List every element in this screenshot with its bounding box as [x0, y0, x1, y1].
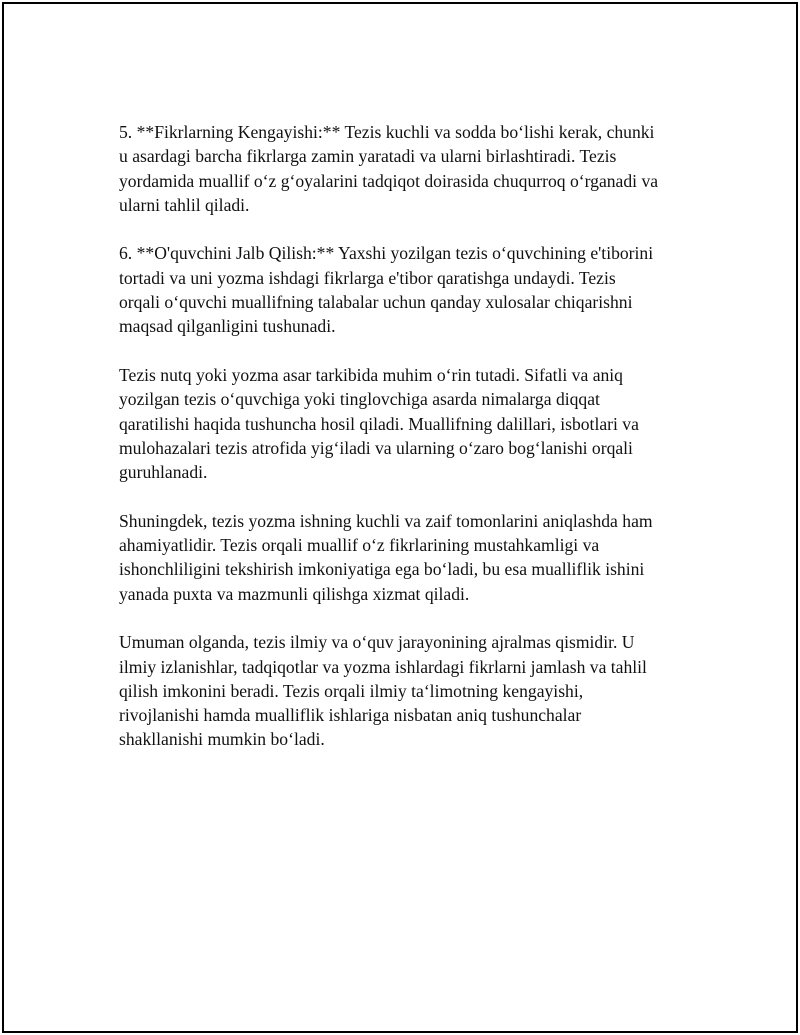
text-line: yozilgan tezis o‘quvchiga yoki tinglovchiga asarda nimalarga diqqat [119, 389, 600, 410]
text-line: ularni tahlil qiladi. [119, 194, 250, 215]
text-line: maqsad qilganligini tushunadi. [119, 316, 336, 337]
paragraph-fikrlarning-kengayishi [119, 120, 699, 217]
text-line: yanada puxta va mazmunli qilishga xizmat qiladi. [119, 583, 470, 604]
document-body [119, 120, 699, 776]
text-line: ilmiy izlanishlar, tadqiqotlar va yozma ishlardagi fikrlarni jamlash va tahlil [119, 656, 647, 677]
paragraph-shuningdek [119, 509, 699, 606]
document-page [2, 2, 798, 1033]
text-line: tortadi va uni yozma ishdagi fikrlarga e'tibor qaratishga undaydi. Tezis [119, 267, 616, 288]
text-line: ishonchliligini tekshirish imkoniyatiga ega bo‘ladi, bu esa mualliflik ishini [119, 559, 645, 580]
text-line: Tezis nutq yoki yozma asar tarkibida muhim o‘rin tutadi. Sifatli va aniq [119, 364, 623, 385]
text-line: rivojlanishi hamda mualliflik ishlariga nisbatan aniq tushunchalar [119, 705, 582, 726]
text-line: 6. **O'quvchini Jalb Qilish:** Yaxshi yozilgan tezis o‘quvchining e'tiborini [119, 243, 654, 264]
text-line: guruhlanadi. [119, 462, 208, 483]
text-line: Shuningdek, tezis yozma ishning kuchli va zaif tomonlarini aniqlashda ham [119, 510, 653, 531]
text-line: mulohazalari tezis atrofida yig‘iladi va ularning o‘zaro bog‘lanishi orqali [119, 437, 633, 458]
text-line: yordamida muallif o‘z g‘oyalarini tadqiqot doirasida chuqurroq o‘rganadi va [119, 170, 659, 191]
paragraph-umuman-olganda [119, 630, 699, 751]
text-line: shakllanishi mumkin bo‘ladi. [119, 729, 325, 750]
text-line: orqali o‘quvchi muallifning talabalar uchun qanday xulosalar chiqarishni [119, 292, 633, 313]
text-line: qaratilishi haqida tushuncha hosil qiladi. Muallifning dalillari, isbotlari va [119, 413, 639, 434]
text-line: u asardagi barcha fikrlarga zamin yaratadi va ularni birlashtiradi. Tezis [119, 146, 617, 167]
text-line: qilish imkonini beradi. Tezis orqali ilmiy ta‘limotning kengayishi, [119, 680, 584, 701]
text-line: ahamiyatlidir. Tezis orqali muallif o‘z fikrlarining mustahkamligi va [119, 535, 600, 556]
text-line: 5. **Fikrlarning Kengayishi:** Tezis kuchli va sodda bo‘lishi kerak, chunki [119, 122, 655, 142]
text-line: Umuman olganda, tezis ilmiy va o‘quv jarayonining ajralmas qismidir. U [119, 632, 635, 653]
paragraph-oquvchini-jalb-qilish [119, 241, 699, 338]
paragraph-tezis-nutq [119, 363, 699, 484]
